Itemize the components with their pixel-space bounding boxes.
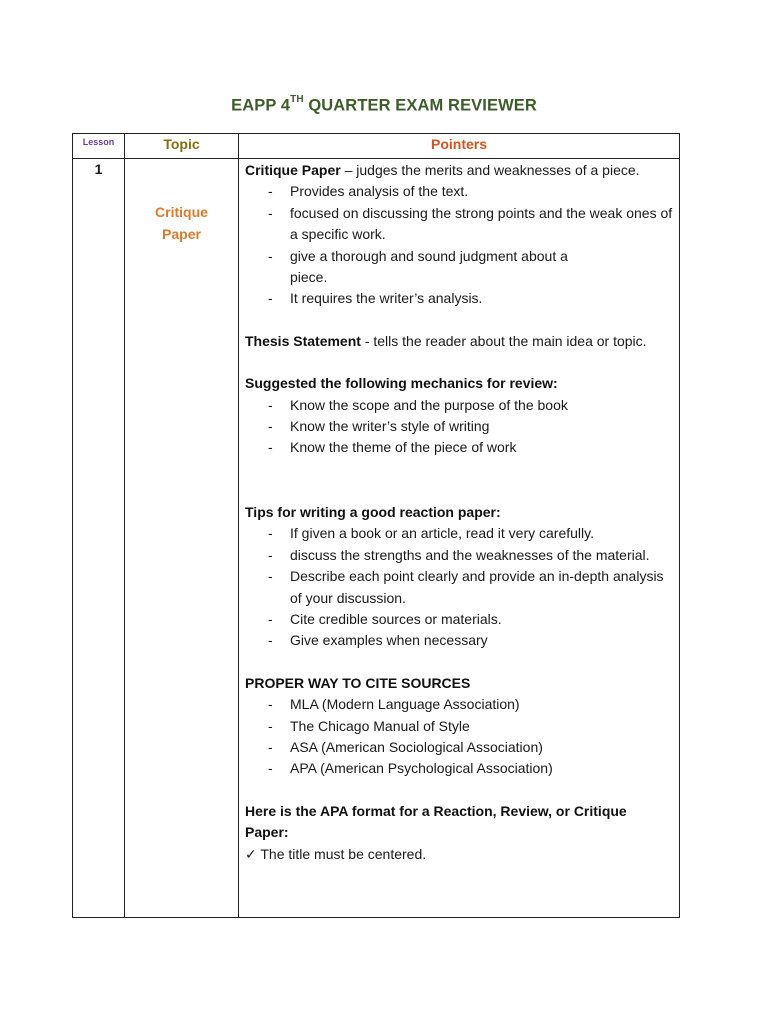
- topic-column-header: Topic: [125, 134, 239, 159]
- cite-list: [245, 694, 673, 780]
- list-item: - discuss the strengths and the weaknesses of the material.: [268, 546, 650, 563]
- list-item: - Know the writer’s style of writing: [268, 418, 490, 435]
- list-item: - Give examples when necessary: [268, 632, 488, 649]
- list-item: - Cite credible sources or materials.: [268, 610, 502, 627]
- list-item: - Describe each point clearly and provide an in-depth analysis of your discussion.: [268, 568, 664, 606]
- table-header-row: [73, 134, 680, 159]
- lesson-number: 1: [73, 159, 125, 918]
- pointers-column-header: Pointers: [239, 134, 680, 159]
- critique-list: [245, 181, 673, 309]
- topic-name: Critique Paper: [155, 204, 208, 242]
- list-item: - It requires the writer’s analysis.: [268, 290, 483, 307]
- apa-check-item: ✓ The title must be centered.: [245, 845, 427, 862]
- document-title: EAPP 4TH QUARTER EXAM REVIEWER: [231, 94, 537, 115]
- list-item: - Know the theme of the piece of work: [268, 439, 517, 456]
- reviewer-table: [72, 133, 680, 918]
- apa-heading: Here is the APA format for a Reaction, Review, or Critique Paper:: [245, 802, 627, 841]
- list-item: - MLA (Modern Language Association): [268, 696, 520, 713]
- list-item: - ASA (American Sociological Association): [268, 738, 543, 755]
- list-item: - Provides analysis of the text.: [268, 183, 469, 200]
- tips-list: [245, 523, 673, 651]
- mechanics-heading: Suggested the following mechanics for review:: [245, 375, 558, 392]
- list-item: - APA (American Psychological Association): [268, 760, 553, 777]
- thesis-definition: Thesis Statement - tells the reader about the main idea or topic.: [245, 332, 647, 349]
- list-item: - give a thorough and sound judgment about a piece.: [268, 247, 568, 286]
- list-item: - The Chicago Manual of Style: [268, 717, 470, 734]
- cite-heading: PROPER WAY TO CITE SOURCES: [245, 674, 471, 691]
- list-item: - If given a book or an article, read it very carefully.: [268, 525, 594, 542]
- pointers-cell: [239, 159, 680, 918]
- list-item: - Know the scope and the purpose of the book: [268, 396, 568, 413]
- list-item: - focused on discussing the strong points and the weak ones of a specific work.: [268, 204, 673, 243]
- lesson-column-header: Lesson: [73, 134, 125, 159]
- tips-heading: Tips for writing a good reaction paper:: [245, 503, 501, 520]
- table-row: [73, 159, 680, 918]
- topic-cell: [125, 159, 239, 918]
- mechanics-list: [245, 395, 673, 459]
- critique-definition: Critique Paper – judges the merits and weaknesses of a piece.: [245, 162, 640, 178]
